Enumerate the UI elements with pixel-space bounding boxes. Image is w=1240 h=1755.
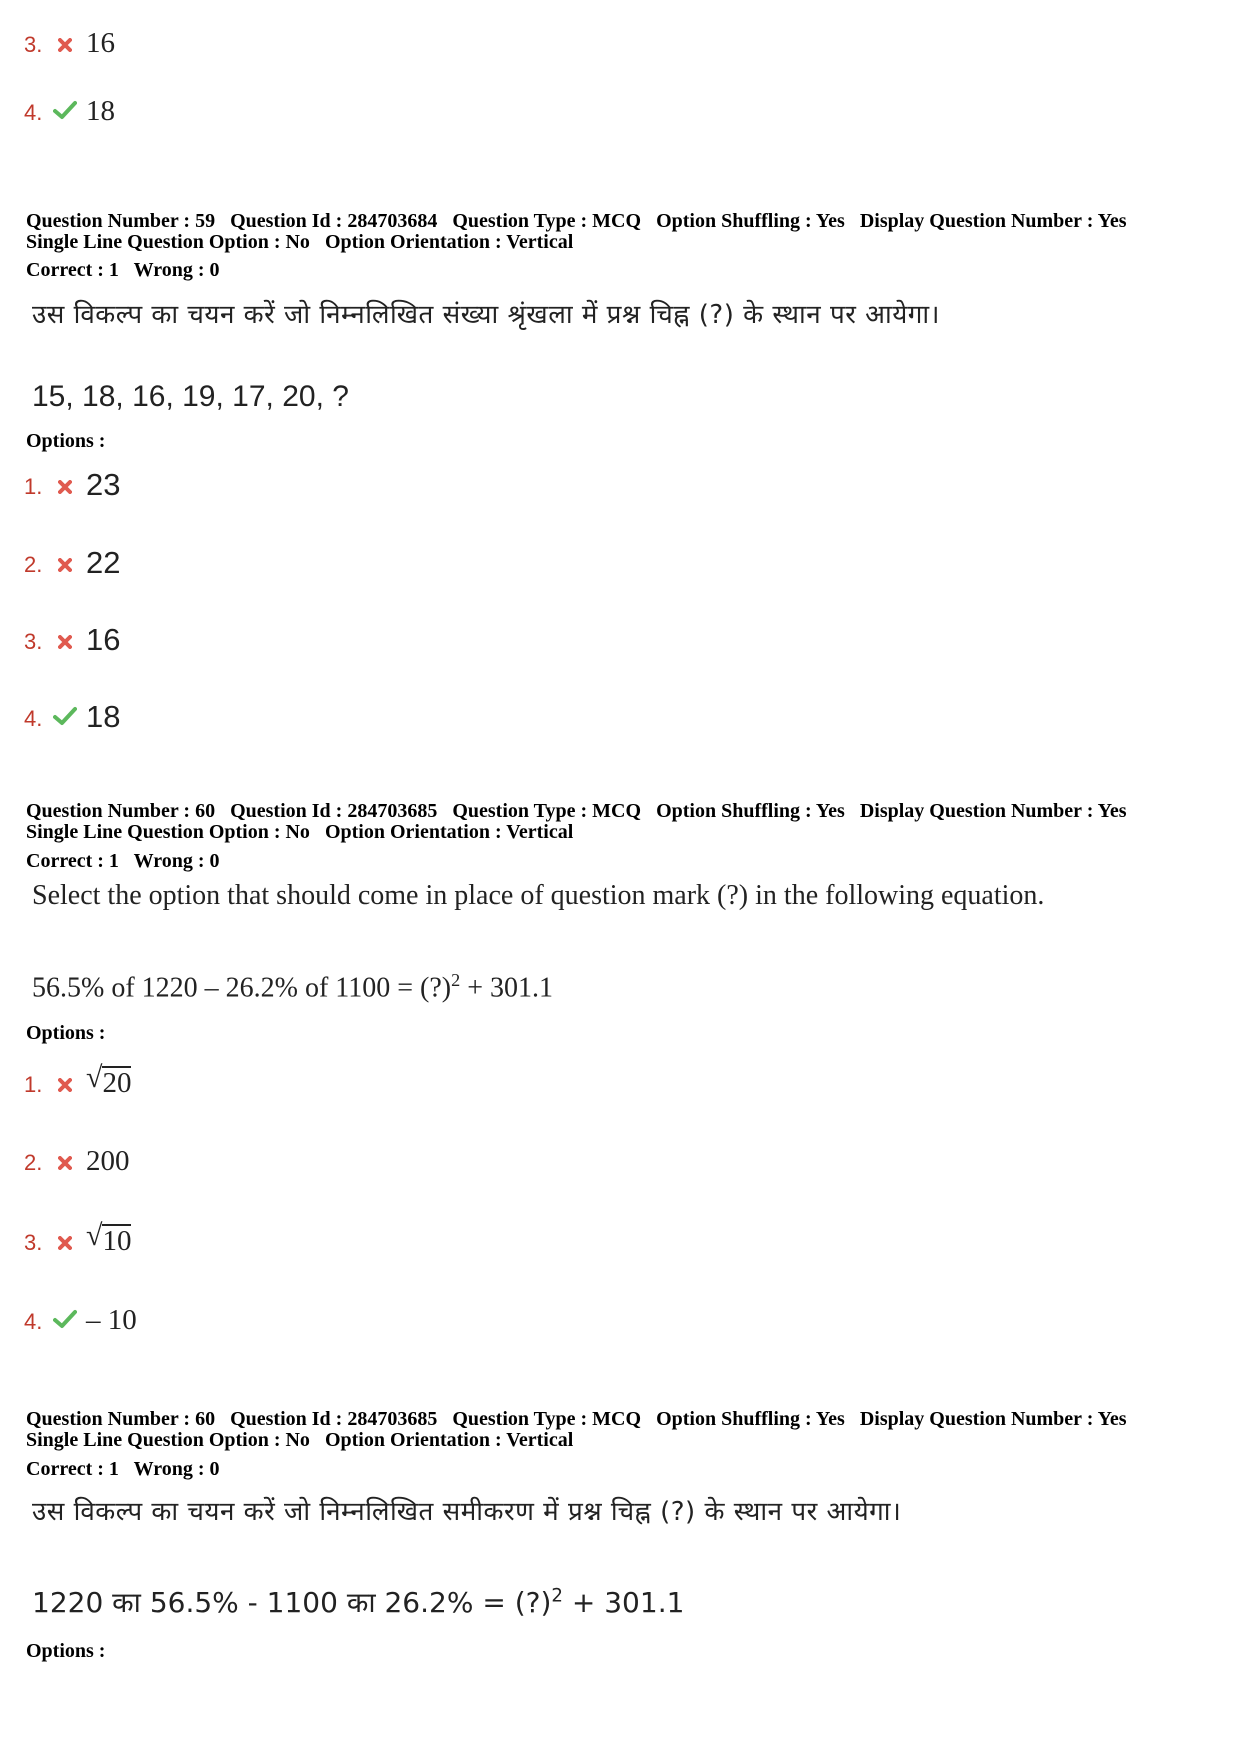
wrong-marks: Wrong : 0 — [133, 1458, 220, 1480]
square-root: √ 10 — [86, 1219, 132, 1257]
option-row — [24, 1295, 137, 1335]
wrong-marks: Wrong : 0 — [133, 850, 220, 872]
option-number: 4. — [24, 706, 43, 731]
wrong-marks: Wrong : 0 — [133, 259, 220, 281]
option-value — [86, 1063, 131, 1098]
option-row — [24, 460, 120, 500]
question-text: Select the option that should come in place of question mark (?) in the following equation. — [32, 880, 1045, 911]
single-line-option: Single Line Question Option : No — [26, 821, 310, 843]
option-row — [24, 692, 120, 732]
question-number: Question Number : 60 — [26, 1408, 216, 1430]
question-meta-line2 — [26, 231, 583, 253]
option-value: – 10 — [86, 1304, 137, 1336]
question-meta-line1 — [26, 1408, 1137, 1430]
question-id: Question Id : 284703685 — [230, 1408, 438, 1430]
option-orientation: Option Orientation : Vertical — [324, 821, 574, 843]
option-row — [24, 538, 120, 578]
cross-icon — [50, 1156, 80, 1176]
question-meta-line2 — [26, 821, 583, 843]
check-icon — [50, 706, 80, 732]
question-meta-line1 — [26, 800, 1137, 822]
cross-icon — [50, 558, 80, 578]
option-number: 1. — [24, 474, 43, 499]
option-value: 22 — [86, 545, 121, 580]
question-text: उस विकल्प का चयन करें जो निम्नलिखित समीकरण में प्रश्न चिह्न (?) के स्थान पर आयेगा। — [32, 1497, 902, 1527]
square-root: √ 20 — [86, 1061, 132, 1099]
single-line-option: Single Line Question Option : No — [26, 1429, 310, 1451]
correct-marks: Correct : 1 — [26, 850, 119, 872]
question-meta-line3 — [26, 259, 230, 281]
question-meta-line2 — [26, 1429, 583, 1451]
option-row — [24, 1216, 131, 1256]
option-value: 18 — [86, 699, 121, 734]
correct-marks: Correct : 1 — [26, 259, 119, 281]
question-meta-line3 — [26, 850, 230, 872]
option-row — [24, 1136, 130, 1176]
option-number: 3. — [24, 629, 43, 654]
question-id: Question Id : 284703684 — [230, 210, 438, 232]
option-number: 1. — [24, 1072, 43, 1097]
option-number: 2. — [24, 1150, 43, 1175]
option-number: 4. — [24, 1309, 43, 1334]
equation-tail: + 301.1 — [460, 972, 554, 1004]
cross-icon — [50, 635, 80, 655]
equation-exponent: 2 — [551, 1585, 563, 1607]
option-number: 3. — [24, 1230, 43, 1255]
option-number: 3. — [24, 32, 43, 57]
option-row — [24, 615, 120, 655]
correct-marks: Correct : 1 — [26, 1458, 119, 1480]
option-value: 200 — [86, 1145, 130, 1177]
check-icon — [50, 100, 80, 126]
option-value: 18 — [86, 95, 115, 127]
option-value: 16 — [86, 622, 121, 657]
check-icon — [50, 1309, 80, 1335]
question-number: Question Number : 60 — [26, 800, 216, 822]
option-orientation: Option Orientation : Vertical — [324, 231, 574, 253]
equation-exponent: 2 — [451, 970, 461, 990]
question-number: Question Number : 59 — [26, 210, 216, 232]
question-equation — [32, 1583, 684, 1621]
question-type: Question Type : MCQ — [452, 210, 642, 232]
options-label: Options : — [26, 1022, 106, 1044]
equation-tail: + 301.1 — [562, 1586, 685, 1619]
question-equation — [32, 970, 553, 1004]
display-question-number: Display Question Number : Yes — [859, 800, 1127, 822]
option-row — [24, 18, 115, 58]
option-value — [86, 1221, 131, 1256]
display-question-number: Display Question Number : Yes — [859, 1408, 1127, 1430]
option-value: 23 — [86, 467, 121, 502]
option-row — [24, 1058, 131, 1098]
equation-main: 56.5% of 1220 – 26.2% of 1100 = (?) — [32, 972, 452, 1004]
option-value: 16 — [86, 27, 115, 59]
options-label: Options : — [26, 430, 106, 452]
option-orientation: Option Orientation : Vertical — [324, 1429, 574, 1451]
option-shuffling: Option Shuffling : Yes — [656, 1408, 845, 1430]
question-series: 15, 18, 16, 19, 17, 20, ? — [32, 380, 349, 413]
question-meta-line3 — [26, 1458, 230, 1480]
cross-icon — [50, 1078, 80, 1098]
question-meta-line1 — [26, 210, 1137, 232]
option-shuffling: Option Shuffling : Yes — [656, 210, 845, 232]
question-type: Question Type : MCQ — [452, 800, 642, 822]
option-number: 2. — [24, 552, 43, 577]
option-number: 4. — [24, 100, 43, 125]
cross-icon — [50, 480, 80, 500]
option-row — [24, 86, 115, 126]
question-type: Question Type : MCQ — [452, 1408, 642, 1430]
options-label: Options : — [26, 1640, 106, 1662]
question-id: Question Id : 284703685 — [230, 800, 438, 822]
single-line-option: Single Line Question Option : No — [26, 231, 310, 253]
cross-icon — [50, 38, 80, 58]
display-question-number: Display Question Number : Yes — [859, 210, 1127, 232]
equation-main: 1220 का 56.5% - 1100 का 26.2% = (?) — [32, 1586, 552, 1619]
cross-icon — [50, 1236, 80, 1256]
question-text: उस विकल्प का चयन करें जो निम्नलिखित संख्या श्रृंखला में प्रश्न चिह्न (?) के स्थान पर आयेगा। — [32, 300, 941, 330]
option-shuffling: Option Shuffling : Yes — [656, 800, 845, 822]
